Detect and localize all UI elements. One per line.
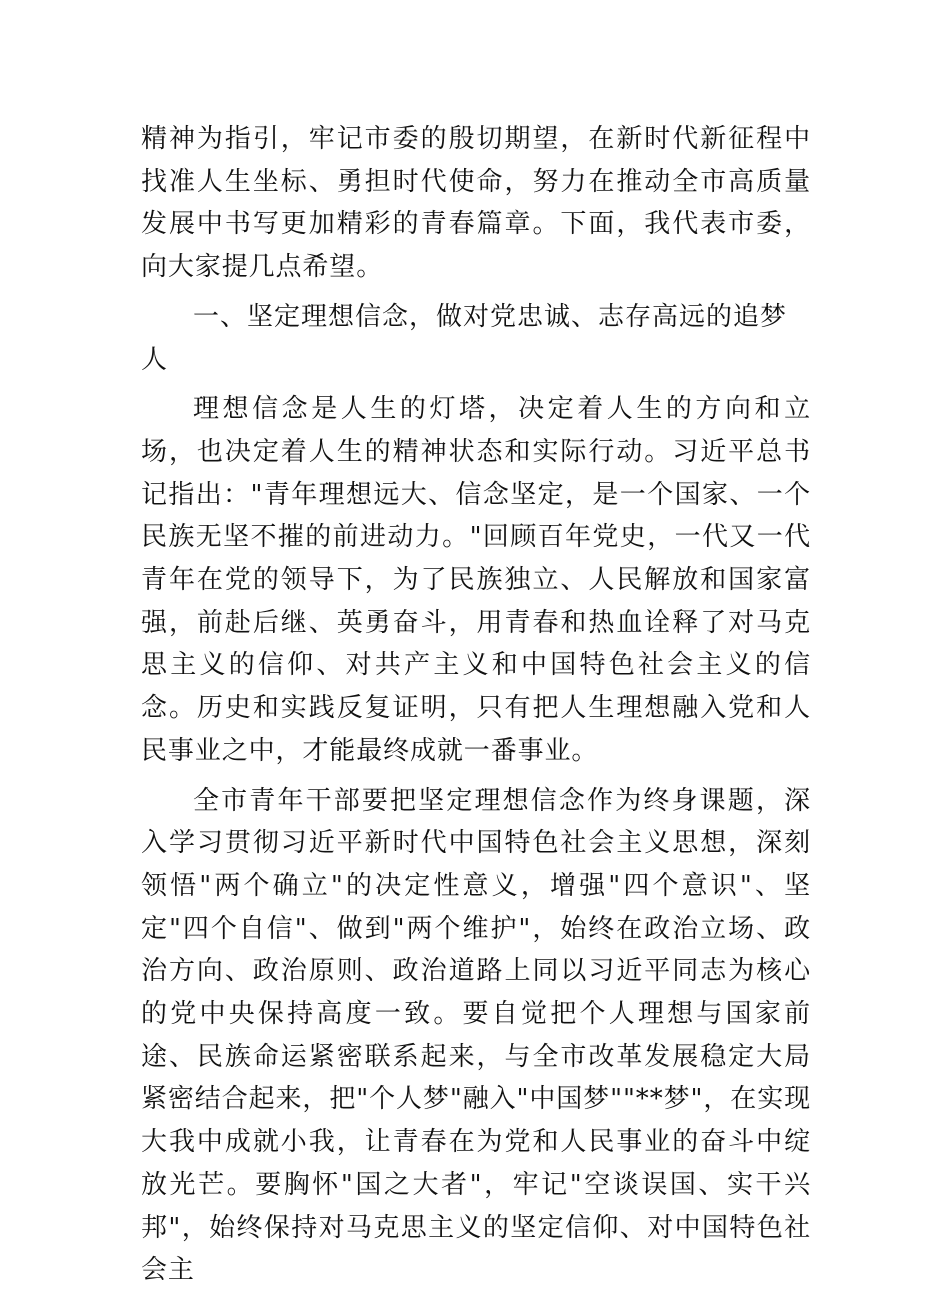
paragraph-ideals: 理想信念是人生的灯塔，决定着人生的方向和立场，也决定着人生的精神状态和实际行动。习近平总书记指出："青年理想远大、信念坚定，是一个国家、一个民族无坚不摧的前进动力。"回顾百年党史，一代又一代青年在党的领导下，为了民族独立、人民解放和国家富强，前赴后继、英勇奋斗，用青春和热血诠释了对马克思主义的信仰、对共产主义和中国特色社会主义的信念。历史和实践反复证明，只有把人生理想融入党和人民事业之中，才能最终成就一番事业。 xyxy=(141,394,811,766)
paragraph-youth-cadres: 全市青年干部要把坚定理想信念作为终身课题，深入学习贯彻习近平新时代中国特色社会主义思想，深刻领悟"两个确立"的决定性意义，增强"四个意识"、坚定"四个自信"、做到"两个维护"，始终在政治立场、政治方向、政治原则、政治道路上同以习近平同志为核心的党中央保持高度一致。要自觉把个人理想与国家前途、民族命运紧密联系起来，与全市改革发展稳定大局紧密结合起来，把"个人梦"融入"中国梦""**梦"，在实现大我中成就小我，让青春在为党和人民事业的奋斗中绽放光芒。要胸怀"国之大者"，牢记"空谈误国、实干兴邦"，始终保持对马克思主义的坚定信仰、对中国特色社会主 xyxy=(141,785,811,1286)
document-body xyxy=(141,118,811,1292)
paragraph-continuation: 精神为指引，牢记市委的殷切期望，在新时代新征程中找准人生坐标、勇担时代使命，努力在推动全市高质量发展中书写更加精彩的青春篇章。下面，我代表市委，向大家提几点希望。 xyxy=(141,124,811,283)
section-heading: 一、坚定理想信念，做对党忠诚、志存高远的追梦人 xyxy=(141,301,788,375)
